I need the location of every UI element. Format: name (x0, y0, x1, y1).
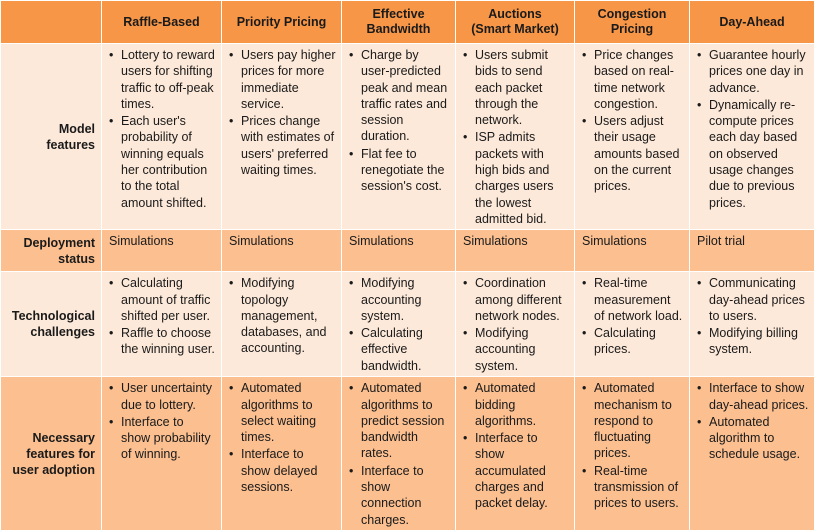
row-model-features (1, 44, 814, 230)
row-header-model-features: Model features (1, 44, 102, 230)
column-header-day-ahead: Day-Ahead (690, 1, 814, 44)
list-item: • Prices change with estimates of users' preferred waiting times. (229, 113, 336, 178)
column-header-raffle: Raffle-Based (102, 1, 222, 44)
list-item: • Raffle to choose the winning user. (109, 325, 216, 358)
list-item: • Automated mechanism to respond to fluctuating prices. (582, 380, 684, 461)
cell-deployment-day-ahead: Pilot trial (690, 230, 814, 272)
header-row (1, 1, 814, 44)
cell-deployment-auctions: Simulations (456, 230, 575, 272)
cell-model-congestion (575, 44, 690, 230)
cell-adoption-priority (222, 377, 342, 531)
list-item: • Guarantee hourly prices one day in advance. (697, 47, 809, 96)
list-item: • Communicating day-ahead prices to users. (697, 275, 809, 324)
cell-tech-priority (222, 272, 342, 377)
list-item: • Interface to show accumulated charges and packet delay. (463, 430, 569, 511)
cell-adoption-congestion (575, 377, 690, 531)
cell-tech-effective-bandwidth (342, 272, 456, 377)
list-item: • Flat fee to renegotiate the session's cost. (349, 146, 450, 195)
cell-tech-day-ahead (690, 272, 814, 377)
cell-adoption-raffle (102, 377, 222, 531)
cell-deployment-raffle: Simulations (102, 230, 222, 272)
list-item: • Users pay higher prices for more immediate service. (229, 47, 336, 112)
cell-model-auctions (456, 44, 575, 230)
row-header-deployment-status: Deployment status (1, 230, 102, 272)
list-item: • Modifying topology management, databases, and accounting. (229, 275, 336, 356)
cell-deployment-priority: Simulations (222, 230, 342, 272)
list-item: • Interface to show delayed sessions. (229, 446, 336, 495)
list-item: • Modifying accounting system. (349, 275, 450, 324)
list-item: • Automated bidding algorithms. (463, 380, 569, 429)
list-item: • Price changes based on real-time network congestion. (582, 47, 684, 112)
cell-deployment-congestion: Simulations (575, 230, 690, 272)
cell-adoption-auctions (456, 377, 575, 531)
list-item: • Calculating prices. (582, 325, 684, 358)
list-item: • Modifying billing system. (697, 325, 809, 358)
row-technological-challenges (1, 272, 814, 377)
list-item: • Automated algorithms to select waiting times. (229, 380, 336, 445)
list-item: • User uncertainty due to lottery. (109, 380, 216, 413)
column-header-auctions: Auctions (Smart Market) (456, 1, 575, 44)
cell-tech-congestion (575, 272, 690, 377)
cell-model-effective-bandwidth (342, 44, 456, 230)
list-item: • Charge by user-predicted peak and mean traffic rates and session duration. (349, 47, 450, 145)
row-header-user-adoption: Necessary features for user adoption (1, 377, 102, 531)
cell-model-day-ahead (690, 44, 814, 230)
list-item: • Coordination among different network nodes. (463, 275, 569, 324)
row-deployment-status (1, 230, 814, 272)
list-item: • Users submit bids to send each packet through the network. (463, 47, 569, 128)
cell-model-priority (222, 44, 342, 230)
list-item: • Automated algorithms to predict session bandwidth rates. (349, 380, 450, 461)
list-item: • Interface to show day-ahead prices. (697, 380, 809, 413)
column-header-effective-bandwidth: Effective Bandwidth (342, 1, 456, 44)
column-header-priority: Priority Pricing (222, 1, 342, 44)
cell-model-raffle (102, 44, 222, 230)
list-item: • Real-time measurement of network load. (582, 275, 684, 324)
list-item: • Calculating effective bandwidth. (349, 325, 450, 374)
cell-tech-auctions (456, 272, 575, 377)
row-header-technological-challenges: Technological challenges (1, 272, 102, 377)
cell-tech-raffle (102, 272, 222, 377)
cell-adoption-effective-bandwidth (342, 377, 456, 531)
list-item: • Users adjust their usage amounts based on the current prices. (582, 113, 684, 194)
cell-deployment-effective-bandwidth: Simulations (342, 230, 456, 272)
list-item: • Modifying accounting system. (463, 325, 569, 374)
column-header-congestion: Congestion Pricing (575, 1, 690, 44)
cell-adoption-day-ahead (690, 377, 814, 531)
list-item: • Dynamically re-compute prices each day based on observed usage changes due to previous prices. (697, 97, 809, 211)
list-item: • Real-time transmission of prices to users. (582, 463, 684, 512)
list-item: • ISP admits packets with high bids and charges users the lowest admitted bid. (463, 129, 569, 227)
list-item: • Calculating amount of traffic shifted per user. (109, 275, 216, 324)
list-item: • Each user's probability of winning equals her contribution to the total amount shifted. (109, 113, 216, 211)
row-user-adoption (1, 377, 814, 531)
list-item: • Lottery to reward users for shifting traffic to off-peak times. (109, 47, 216, 112)
corner-cell (1, 1, 102, 44)
list-item: • Interface to show probability of winning. (109, 414, 216, 463)
list-item: • Automated algorithm to schedule usage. (697, 414, 809, 463)
list-item: • Interface to show connection charges. (349, 463, 450, 528)
